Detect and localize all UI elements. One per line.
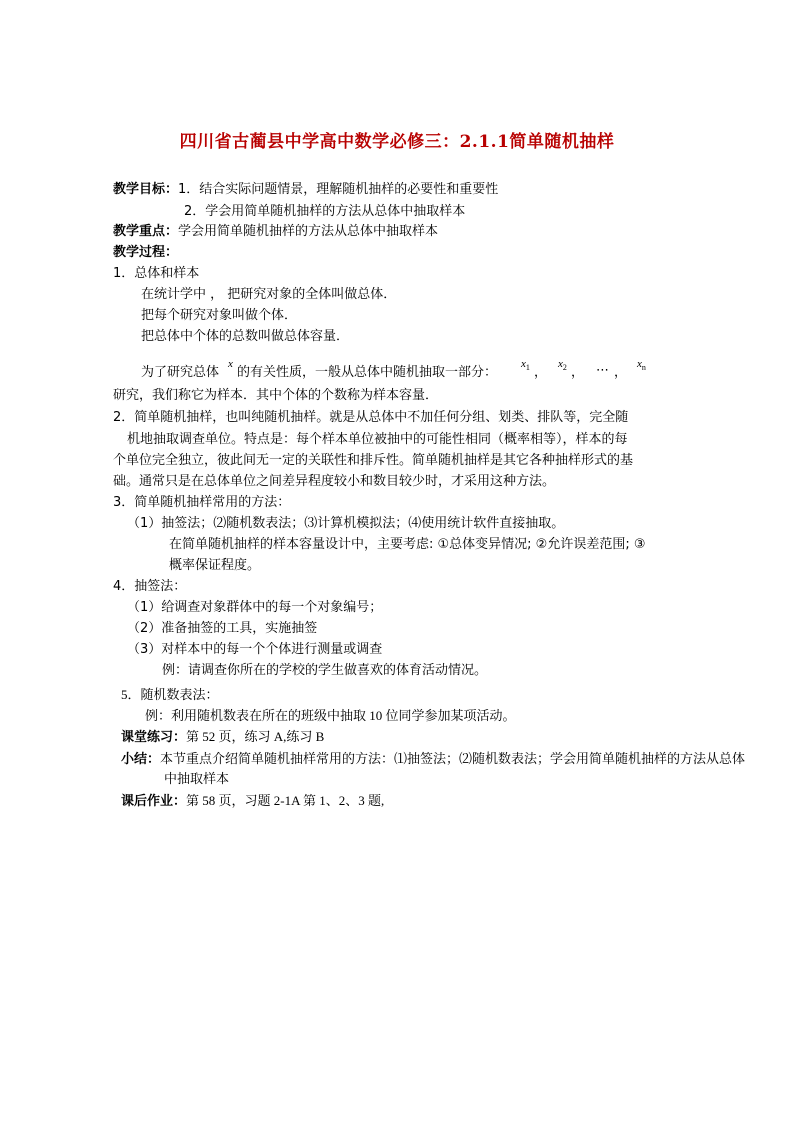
section-4-line-2: （2）准备抽签的工具，实施抽签 [127, 621, 318, 636]
teaching-goals [113, 181, 498, 199]
section-1-line-2: 把每个研究对象叫做个体． [141, 308, 298, 323]
section-2-line-2: 机地抽取调查单位。特点是：每个样本单位被抽中的可能性相同（概率相等），样本的每 [127, 432, 628, 447]
section-2-line-4: 础。通常只是在总体单位之间差异程度较小和数目较少时，才采用这种方法。 [113, 474, 556, 489]
teaching-focus-label: 教学重点： [113, 224, 179, 239]
homework-text: 第 58 页，习题 2-1A 第 1、2、3 题, [186, 793, 385, 808]
summary-text-2: 中抽取样本 [164, 771, 230, 786]
section-4-line-1: （1）给调查对象群体中的每一个对象编号； [127, 600, 383, 615]
class-practice [121, 728, 324, 746]
math-x: x [228, 358, 233, 370]
section-2-line-1: 2．简单随机抽样，也叫纯随机抽样。就是从总体中不加任何分组、划类、排队等，完全随 [113, 410, 629, 425]
section-1-line-5: 研究，我们称它为样本．其中个体的个数称为样本容量． [113, 388, 439, 403]
teaching-focus-text: 学会用简单随机抽样的方法从总体中抽取样本 [178, 224, 439, 239]
section-4-heading: 4．抽签法： [113, 579, 187, 594]
teaching-process-label: 教学过程： [113, 245, 179, 260]
section-1-line-3: 把总体中个体的总数叫做总体容量． [141, 329, 350, 344]
section-3-line-2: 在简单随机抽样的样本容量设计中，主要考虑: ①总体变异情况; ②允许误差范围; ③ [169, 537, 646, 552]
section-5-example: 例：利用随机数表在所在的班级中抽取 10 位同学参加某项活动。 [145, 708, 516, 723]
summary-label: 小结： [121, 751, 161, 766]
teaching-focus [113, 223, 438, 241]
homework [121, 792, 384, 810]
math-xn: $x_n$ [637, 358, 646, 373]
class-practice-text: 第 52 页，练习 A,练习 B [186, 729, 325, 744]
section-4-line-3: （3）对样本中的每一个个体进行测量或调查 [127, 642, 383, 657]
section-3-heading: 3．简单随机抽样常用的方法： [113, 495, 291, 510]
section-1-line-1: 在统计学中 ， 把研究对象的全体叫做总体． [141, 287, 397, 302]
homework-label: 课后作业： [121, 793, 187, 808]
document-title: 四川省古蔺县中学高中数学必修三：2.1.1简单随机抽样 [179, 132, 615, 152]
comma-2: ， [571, 365, 585, 380]
section-1-line-4a: 为了研究总体 [141, 365, 220, 380]
teaching-goal-2: 2．学会用简单随机抽样的方法从总体中抽取样本 [184, 204, 466, 219]
section-5-heading: 5．随机数表法： [121, 687, 219, 702]
section-3-line-3: 概率保证程度。 [169, 558, 261, 573]
teaching-goal-1: 1．结合实际问题情景，理解随机抽样的必要性和重要性 [178, 182, 499, 197]
section-4-example: 例：请调查你所在的学校的学生做喜欢的体育活动情况。 [162, 663, 488, 678]
comma-1: ， [534, 365, 548, 380]
teaching-goals-label: 教学目标： [113, 182, 179, 197]
section-3-line-1: （1）抽签法；⑵随机数表法；⑶计算机模拟法；⑷使用统计软件直接抽取。 [127, 516, 565, 531]
ellipsis: ⋯ [596, 363, 609, 378]
section-1-line-4b: 的有关性质，一般从总体中随机抽取一部分： [237, 365, 498, 380]
section-1-heading: 1．总体和样本 [113, 266, 200, 281]
section-2-line-3: 个单位完全独立，彼此间无一定的关联性和排斥性。简单随机抽样是其它各种抽样形式的基 [113, 453, 634, 468]
summary [121, 750, 745, 768]
math-x2: $x_2$ [558, 358, 567, 373]
comma-3: ， [614, 365, 628, 380]
math-x1: $x_1$ [521, 358, 530, 373]
class-practice-label: 课堂练习： [121, 729, 187, 744]
summary-text: 本节重点介绍简单随机抽样常用的方法：⑴抽签法；⑵随机数表法；学会用简单随机抽样的方法从总体 [160, 751, 746, 766]
